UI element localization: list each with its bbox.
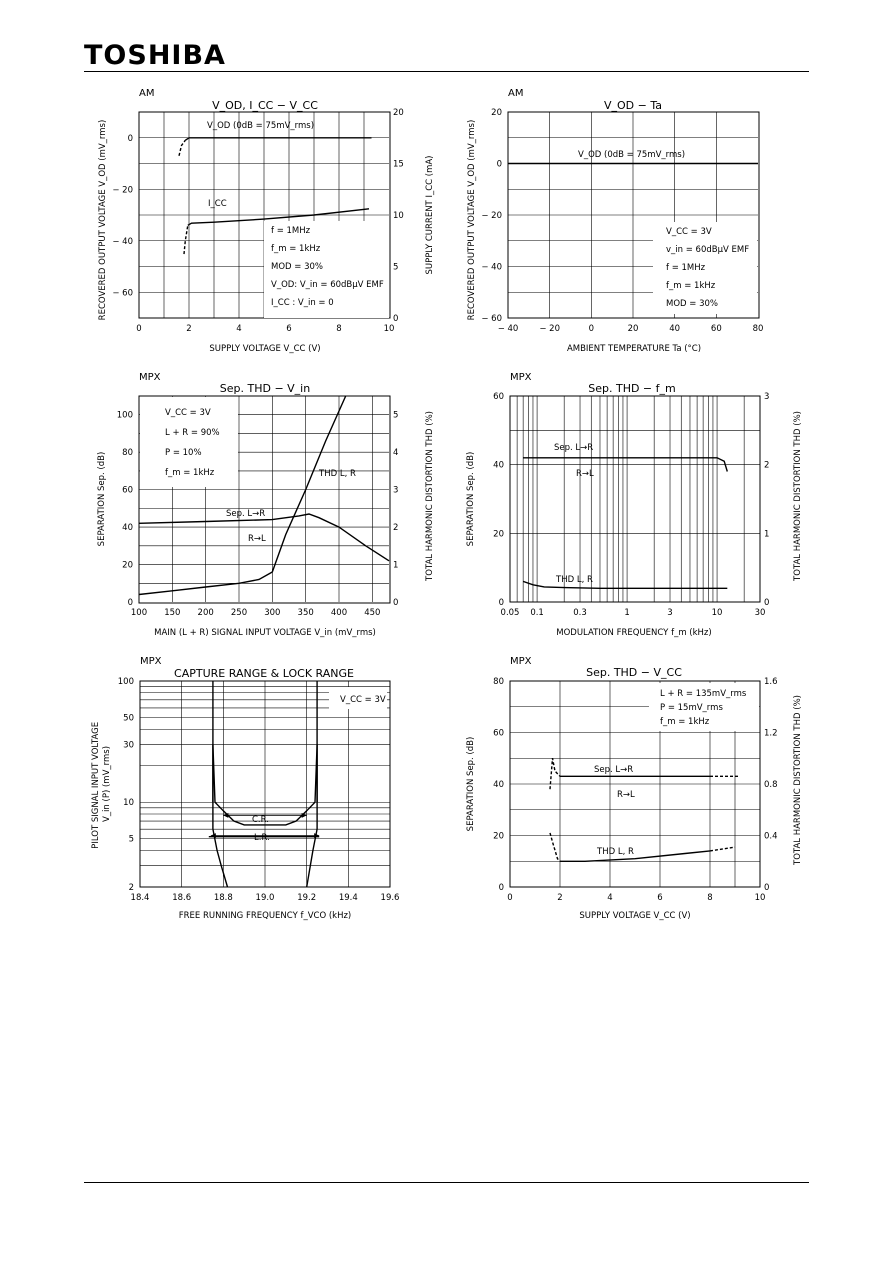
y2-ticks <box>393 108 404 324</box>
x-tick-label: 19.0 <box>255 893 275 903</box>
y2-tick-label: 0.8 <box>764 780 778 790</box>
annotation-thd: THD L, R <box>597 847 634 857</box>
grid <box>140 681 390 887</box>
chart-title: Sep. THD − V_in <box>219 382 311 395</box>
x-tick-label: 300 <box>264 608 281 618</box>
y-ticks <box>493 392 504 608</box>
section-label: AM <box>139 88 155 99</box>
y2-tick-label: 15 <box>393 159 404 170</box>
y2-tick-label: 2 <box>393 523 399 534</box>
y-tick-label: 40 <box>122 523 133 534</box>
annotation-sep-lr: Sep. L→R <box>226 509 266 519</box>
x-tick-label: 19.2 <box>297 893 317 903</box>
annotation-p: P = 10% <box>165 448 202 458</box>
x-tick-label: 200 <box>197 608 214 618</box>
y-tick-label: 50 <box>123 713 134 724</box>
x-tick-label: 400 <box>330 608 348 618</box>
y2-tick-label: 0 <box>764 598 770 608</box>
y-ticks <box>493 677 504 893</box>
y-axis-label: RECOVERED OUTPUT VOLTAGE V_OD (mV_rms) <box>467 119 477 321</box>
annotation-vin: v_in = 60dBμV EMF <box>666 245 750 255</box>
y-tick-label: − 60 <box>112 288 133 299</box>
plot-area <box>118 677 400 903</box>
annotation-cr: C.R. <box>252 815 269 825</box>
annotation-fm: f_m = 1kHz <box>660 717 710 727</box>
footer-rule <box>84 1182 809 1183</box>
series-line-dashed <box>710 847 735 851</box>
y-axis-label: RECOVERED OUTPUT VOLTAGE V_OD (mV_rms) <box>98 119 108 321</box>
y-tick-label: 40 <box>493 460 504 471</box>
chart-mpx-capture <box>60 650 440 930</box>
y-tick-label: 20 <box>493 529 504 540</box>
annotation-lr: L + R = 135mV_rms <box>660 689 747 699</box>
y2-tick-label: 0 <box>764 883 770 893</box>
x-tick-label: 18.6 <box>172 893 192 903</box>
x-tick-label: 20 <box>627 324 639 334</box>
annotation-vod: V_OD (0dB = 75mV_rms) <box>578 150 686 160</box>
x-tick-label: 60 <box>710 324 722 334</box>
annotation-fm: f_m = 1kHz <box>271 244 321 254</box>
y2-axis-label: SUPPLY CURRENT I_CC (mA) <box>425 155 435 275</box>
plot-area <box>117 396 399 618</box>
y2-tick-label: 3 <box>393 485 399 496</box>
x-tick-label: 0 <box>507 893 513 903</box>
series-line-dashed <box>550 758 560 789</box>
annotation-freq: f = 1MHz <box>666 263 706 273</box>
x-ticks <box>131 893 400 903</box>
y2-tick-label: 4 <box>393 448 399 459</box>
annotation-fm: f_m = 1kHz <box>666 281 716 291</box>
x-tick-label: − 20 <box>539 324 560 334</box>
y-tick-label: 60 <box>122 485 133 496</box>
plot-area <box>493 677 777 903</box>
y-axis-label: SEPARATION Sep. (dB) <box>466 451 476 547</box>
y2-tick-label: 2 <box>764 460 770 471</box>
x-tick-label: 0 <box>136 324 142 334</box>
x-axis-label: SUPPLY VOLTAGE V_CC (V) <box>579 911 691 921</box>
x-tick-label: 8 <box>707 893 713 903</box>
x-tick-label: 10 <box>754 893 766 903</box>
y-tick-label: 0 <box>498 883 504 893</box>
y-ticks <box>112 134 133 299</box>
y-tick-label: 80 <box>122 448 133 459</box>
annotation-thd: THD L, R <box>556 575 593 585</box>
x-axis-label: SUPPLY VOLTAGE V_CC (V) <box>209 344 321 354</box>
annotation-fm: f_m = 1kHz <box>165 468 215 478</box>
plot-area <box>493 392 769 618</box>
x-axis-label: MODULATION FREQUENCY f_m (kHz) <box>556 628 712 638</box>
y2-tick-label: 1 <box>764 529 770 540</box>
y-tick-label: − 20 <box>112 185 133 196</box>
y2-axis-label: TOTAL HARMONIC DISTORTION THD (%) <box>793 695 803 865</box>
chart-mpx-vin <box>60 368 440 648</box>
x-tick-label: 8 <box>336 324 342 334</box>
y2-tick-label: 0 <box>393 598 399 608</box>
plot-frame <box>510 396 760 602</box>
x-tick-label: 2 <box>557 893 563 903</box>
series-line-thd-l-r <box>560 851 710 861</box>
x-tick-label: 18.8 <box>213 893 233 903</box>
y-tick-label: 0 <box>496 159 502 170</box>
annotation-freq: f = 1MHz <box>271 226 311 236</box>
x-tick-label: 0.1 <box>530 608 544 618</box>
y2-axis-label: TOTAL HARMONIC DISTORTION THD (%) <box>793 411 803 581</box>
annotation-p: P = 15mV_rms <box>660 703 723 713</box>
chart-title: CAPTURE RANGE & LOCK RANGE <box>174 667 354 680</box>
plot-area <box>481 108 763 334</box>
chart-title: Sep. THD − f_m <box>588 382 676 395</box>
x-tick-label: 30 <box>754 608 766 618</box>
y-tick-label: 20 <box>122 560 133 571</box>
series-line-thd-l-r <box>523 581 727 588</box>
annotation-sep-rl: R→L <box>617 790 635 800</box>
y2-ticks <box>764 677 778 893</box>
chart-mpx-vcc <box>430 650 810 930</box>
annotation-icc-cond: I_CC : V_in = 0 <box>271 298 334 308</box>
x-tick-label: 350 <box>297 608 314 618</box>
y2-tick-label: 0 <box>393 314 399 324</box>
x-tick-label: 18.4 <box>130 893 150 903</box>
section-label: MPX <box>139 372 161 383</box>
y-axis-label-line1: PILOT SIGNAL INPUT VOLTAGE <box>91 721 101 849</box>
y-ticks <box>117 411 133 608</box>
section-label: AM <box>508 88 524 99</box>
y-tick-label: 100 <box>117 677 134 687</box>
y2-tick-label: 5 <box>393 410 399 421</box>
y-tick-label: 100 <box>116 410 133 421</box>
x-tick-label: 2 <box>186 324 192 334</box>
x-tick-label: 19.6 <box>380 893 400 903</box>
x-tick-label: 100 <box>130 608 148 618</box>
marks <box>523 458 727 589</box>
y2-tick-label: 1 <box>393 560 399 571</box>
y-axis-label-line2: V_in (P) (mV_rms) <box>102 745 112 823</box>
section-label: MPX <box>510 372 532 383</box>
toshiba-logo: TOSHIBA <box>84 40 226 71</box>
y-tick-label: 0 <box>127 598 133 608</box>
annotation-sep-lr: Sep. L→R <box>554 443 594 453</box>
x-tick-label: 40 <box>669 324 681 334</box>
y-tick-label: 80 <box>493 677 504 687</box>
x-tick-label: 6 <box>286 324 292 334</box>
y-tick-label: − 60 <box>481 314 502 324</box>
x-axis-label: MAIN (L + R) SIGNAL INPUT VOLTAGE V_in (mV_rms) <box>154 628 376 638</box>
chart-mpx-fm <box>430 368 810 648</box>
y2-tick-label: 3 <box>764 392 770 402</box>
y2-ticks <box>393 411 398 608</box>
y-tick-label: 60 <box>493 728 504 739</box>
y-tick-label: 0 <box>498 598 504 608</box>
section-label: MPX <box>510 656 532 667</box>
chart-title: V_OD, I_CC − V_CC <box>212 99 318 112</box>
header-rule <box>84 71 809 72</box>
annotation-lr: L.R. <box>254 833 270 843</box>
annotation-vcc: V_CC = 3V <box>666 227 712 237</box>
x-tick-label: 450 <box>364 608 381 618</box>
chart-title: Sep. THD − V_CC <box>586 666 682 679</box>
x-tick-label: 250 <box>230 608 248 618</box>
y-ticks <box>481 108 502 324</box>
x-ticks <box>507 893 765 903</box>
x-tick-label: − 40 <box>497 324 519 334</box>
marks <box>209 681 319 887</box>
x-tick-label: 4 <box>236 324 242 334</box>
x-tick-label: 150 <box>164 608 181 618</box>
annotation-vod: V_OD (0dB = 75mV_rms) <box>207 121 315 131</box>
annotation-sep-rl: R→L <box>576 469 594 479</box>
x-axis-label: FREE RUNNING FREQUENCY f_VCO (kHz) <box>178 911 352 921</box>
y-ticks <box>118 677 134 893</box>
x-tick-label: 0.05 <box>500 608 520 618</box>
x-ticks <box>131 608 381 618</box>
series-line-dashed <box>550 833 560 861</box>
x-tick-label: 4 <box>607 893 613 903</box>
y2-axis-label: TOTAL HARMONIC DISTORTION THD (%) <box>425 411 435 581</box>
y-tick-label: − 40 <box>481 262 502 273</box>
x-ticks <box>501 608 766 618</box>
x-tick-label: 3 <box>667 608 673 618</box>
annotation-vcc: V_CC = 3V <box>340 695 386 705</box>
x-tick-label: 0 <box>588 324 595 334</box>
x-tick-label: 6 <box>657 893 663 903</box>
y-tick-label: 2 <box>128 883 134 893</box>
y-tick-label: 20 <box>493 831 504 842</box>
y-tick-label: 40 <box>493 780 504 790</box>
y2-tick-label: 20 <box>393 108 404 118</box>
x-ticks <box>136 324 394 334</box>
annotation-lr: L + R = 90% <box>165 428 220 438</box>
plot-area <box>112 108 403 334</box>
x-tick-label: 80 <box>752 324 764 334</box>
annotation-sep-rl: R→L <box>248 534 266 544</box>
y2-tick-label: 0.4 <box>764 831 778 842</box>
annotation-vod-cond: V_OD: V_in = 60dBμV EMF <box>271 280 384 290</box>
grid <box>510 396 760 602</box>
annotation-thd: THD L, R <box>319 469 356 479</box>
annotation-mod: MOD = 30% <box>271 262 323 272</box>
x-tick-label: 10 <box>711 608 723 618</box>
y-tick-label: 5 <box>128 834 134 845</box>
annotation-icc: I_CC <box>208 199 227 209</box>
x-tick-label: 0.3 <box>573 608 587 618</box>
chart-am-ta <box>430 80 790 370</box>
y-tick-label: 30 <box>123 740 134 751</box>
section-label: MPX <box>140 656 162 667</box>
y2-tick-label: 5 <box>393 262 399 273</box>
series-line-dashed <box>184 225 188 254</box>
y-tick-label: − 40 <box>112 236 133 247</box>
y-tick-label: − 20 <box>481 211 502 221</box>
x-tick-label: 19.4 <box>338 893 358 903</box>
series-line-dashed <box>179 140 185 156</box>
annotation-mod: MOD = 30% <box>666 299 718 309</box>
x-tick-label: 1 <box>624 608 630 618</box>
y-tick-label: 10 <box>123 798 134 809</box>
y2-ticks <box>764 392 769 608</box>
x-ticks <box>498 324 764 334</box>
y2-tick-label: 1.2 <box>764 728 778 739</box>
y-axis-label: SEPARATION Sep. (dB) <box>466 736 476 832</box>
y-axis-label <box>91 719 112 849</box>
y-tick-label: 0 <box>127 133 133 144</box>
y-axis-label: SEPARATION Sep. (dB) <box>97 451 107 547</box>
chart-am-vcc <box>60 80 440 370</box>
series-line-vod <box>185 138 371 141</box>
y2-tick-label: 1.6 <box>764 677 778 687</box>
y2-tick-label: 10 <box>393 211 404 221</box>
annotation-sep-lr: Sep. L→R <box>594 765 634 775</box>
y-tick-label: 60 <box>493 392 504 402</box>
chart-title: V_OD − Ta <box>603 99 663 112</box>
y-tick-label: 20 <box>491 108 502 118</box>
x-tick-label: 10 <box>383 324 395 334</box>
annotation-vcc: V_CC = 3V <box>165 408 211 418</box>
x-axis-label: AMBIENT TEMPERATURE Ta (°C) <box>566 344 702 354</box>
